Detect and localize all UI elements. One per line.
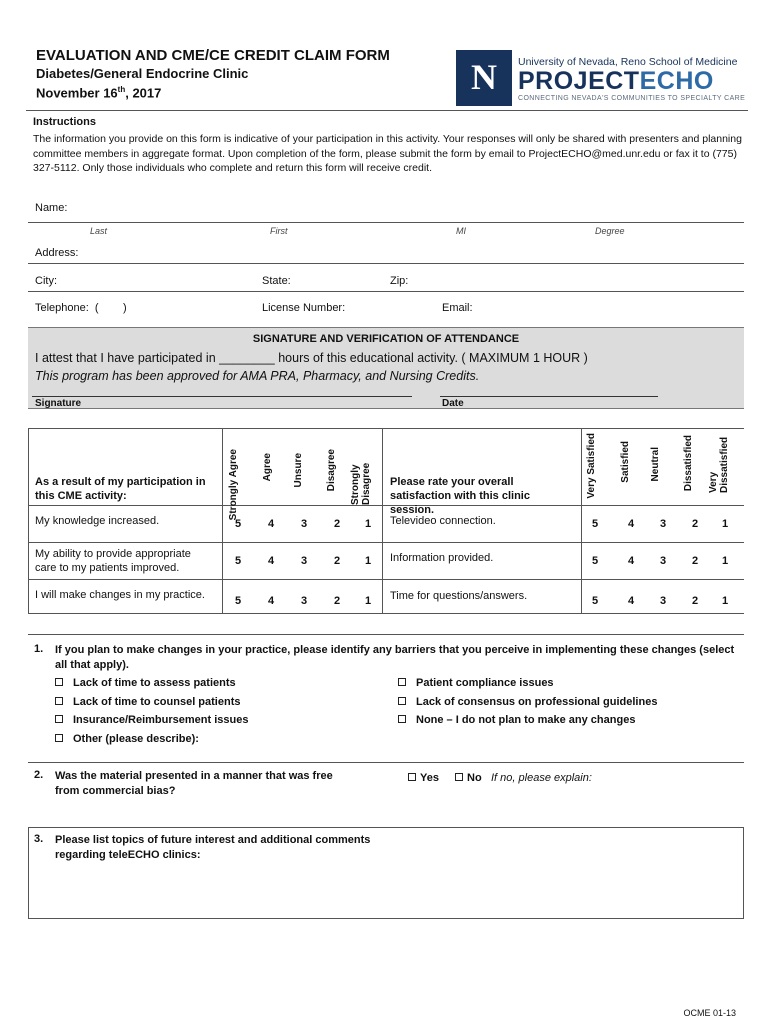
session-prompt: Please rate your overall satisfaction with this clinic session.	[390, 476, 530, 516]
rating-option[interactable]: 2	[691, 518, 699, 530]
rating-option[interactable]: 1	[364, 595, 372, 607]
q2-no-option[interactable]: No	[455, 772, 482, 784]
first-caption: First	[270, 226, 288, 236]
cme-row-text: I will make changes in my practice.	[35, 589, 205, 601]
rating-option[interactable]: 2	[333, 595, 341, 607]
rating-option[interactable]: 5	[234, 595, 242, 607]
rating-tables	[28, 428, 744, 612]
mi-caption: MI	[456, 226, 466, 236]
signature-line[interactable]	[32, 396, 412, 397]
rating-option[interactable]: 2	[691, 555, 699, 567]
q1-option[interactable]: Lack of time to counsel patients	[55, 696, 240, 708]
license-label: License Number:	[262, 302, 346, 314]
state-label: State:	[262, 275, 291, 287]
rating-option[interactable]: 5	[591, 518, 599, 530]
q1-option[interactable]: None – I do not plan to make any changes	[398, 714, 635, 726]
scale-agree: Agree	[262, 453, 273, 482]
q1-option[interactable]: Lack of time to assess patients	[55, 677, 236, 689]
signature-heading: SIGNATURE AND VERIFICATION OF ATTENDANCE	[252, 333, 520, 345]
name-label: Name:	[35, 202, 68, 214]
scale-very-dissatisfied: Very Dissatisfied	[708, 436, 730, 493]
rating-option[interactable]: 3	[300, 518, 308, 530]
session-row-text: Time for questions/answers.	[390, 590, 528, 602]
instructions-section	[26, 110, 748, 180]
rating-option[interactable]: 3	[300, 595, 308, 607]
rating-option[interactable]: 4	[627, 595, 635, 607]
checkbox-icon[interactable]	[55, 715, 63, 723]
rating-option[interactable]: 5	[234, 518, 242, 530]
rating-option[interactable]: 1	[721, 555, 729, 567]
rating-option[interactable]: 1	[364, 518, 372, 530]
scale-disagree: Disagree	[326, 449, 337, 492]
form-title: EVALUATION AND CME/CE CREDIT CLAIM FORM	[36, 47, 390, 64]
checkbox-icon[interactable]	[408, 773, 416, 781]
date-line[interactable]	[440, 396, 658, 397]
rating-option[interactable]: 5	[234, 555, 242, 567]
rating-option[interactable]: 5	[591, 595, 599, 607]
q3-number: 3.	[34, 833, 44, 845]
signature-section	[28, 327, 744, 409]
city-label: City:	[35, 275, 57, 287]
rating-option[interactable]: 1	[364, 555, 372, 567]
q1-top-line	[28, 634, 744, 635]
q2-yes-option[interactable]: Yes	[408, 772, 439, 784]
session-row-text: Televideo connection.	[390, 515, 496, 527]
city-line[interactable]	[28, 291, 744, 292]
q1-option[interactable]: Lack of consensus on professional guidelines	[398, 696, 657, 708]
email-label: Email:	[442, 302, 473, 314]
checkbox-icon[interactable]	[55, 697, 63, 705]
rating-option[interactable]: 4	[267, 518, 275, 530]
rating-row-divider	[28, 579, 744, 580]
scale-very-satisfied: Very Satisfied	[586, 433, 597, 499]
rating-bottom-line	[28, 613, 744, 614]
rating-option[interactable]: 3	[659, 555, 667, 567]
nevada-n-logo-icon: N	[456, 50, 512, 106]
last-caption: Last	[90, 226, 108, 236]
logo-project-echo: PROJECTECHO	[518, 67, 714, 95]
scale-unsure: Unsure	[293, 453, 304, 488]
q1-option[interactable]: Patient compliance issues	[398, 677, 554, 689]
name-line[interactable]	[28, 222, 744, 223]
table-column-divider	[222, 429, 223, 613]
scale-strongly-disagree: Strongly Disagree	[350, 462, 372, 505]
scale-neutral: Neutral	[650, 447, 661, 482]
table-column-divider	[581, 429, 582, 613]
q1-option[interactable]: Insurance/Reimbursement issues	[55, 714, 248, 726]
date-label: Date	[442, 398, 464, 409]
rating-option[interactable]: 3	[300, 555, 308, 567]
scale-strongly-agree: Strongly Agree	[228, 449, 239, 521]
rating-option[interactable]: 4	[627, 555, 635, 567]
session-date: November 16th, 2017	[36, 85, 162, 101]
approval-statement: This program has been approved for AMA PRA, Pharmacy, and Nursing Credits.	[35, 369, 480, 383]
table-column-divider	[382, 429, 383, 613]
address-label: Address:	[35, 247, 79, 259]
rating-option[interactable]: 4	[267, 555, 275, 567]
checkbox-icon[interactable]	[455, 773, 463, 781]
address-line[interactable]	[28, 263, 744, 264]
rating-option[interactable]: 2	[333, 555, 341, 567]
rating-option[interactable]: 3	[659, 595, 667, 607]
form-code: OCME 01-13	[683, 1008, 736, 1018]
rating-option[interactable]: 5	[591, 555, 599, 567]
rating-option[interactable]: 2	[333, 518, 341, 530]
comments-box[interactable]	[28, 827, 744, 919]
rating-row-divider	[28, 542, 744, 543]
rating-option[interactable]: 3	[659, 518, 667, 530]
q2-explain-label: If no, please explain:	[491, 772, 592, 784]
form-subtitle	[36, 66, 248, 101]
table-border-left	[28, 429, 29, 613]
logo-tagline: CONNECTING NEVADA'S COMMUNITIES TO SPECIALTY CARE	[518, 95, 746, 102]
rating-option[interactable]: 2	[691, 595, 699, 607]
project-echo-logo	[456, 50, 746, 106]
instructions-text: The information you provide on this form is indicative of your participation in this activity. Your responses will only be shared with presenters and planning committee members in aggregate format. Upon completion of the form, please submit the form by email to ProjectECHO@med.unr.edu or fax it to (775) 327-5112. Only those individuals who complete and return this form will receive credit.	[33, 133, 742, 174]
q1-option[interactable]: Other (please describe):	[55, 733, 199, 745]
instructions-heading: Instructions	[33, 116, 96, 128]
signature-label: Signature	[35, 398, 82, 409]
q2-top-line	[28, 762, 744, 763]
checkbox-icon[interactable]	[55, 678, 63, 686]
checkbox-icon[interactable]	[398, 715, 406, 723]
q1-text: If you plan to make changes in your practice, please identify any barriers that you perceive in implementing these changes (select all that apply).	[55, 644, 735, 671]
cme-prompt: As a result of my participation in this CME activity:	[35, 476, 206, 502]
checkbox-icon[interactable]	[398, 678, 406, 686]
clinic-name: Diabetes/General Endocrine Clinic	[36, 66, 249, 81]
session-row-text: Information provided.	[390, 552, 494, 564]
zip-label: Zip:	[390, 275, 409, 287]
scale-satisfied: Satisfied	[620, 441, 631, 483]
cme-row-text: My ability to provide appropriate care to my patients improved.	[35, 548, 191, 574]
cme-row-text: My knowledge increased.	[35, 515, 160, 527]
q3-text: Please list topics of future interest and additional comments regarding teleECHO clinics:	[55, 834, 371, 861]
rating-header-divider	[28, 505, 744, 506]
checkbox-icon[interactable]	[398, 697, 406, 705]
rating-option[interactable]: 4	[627, 518, 635, 530]
checkbox-icon[interactable]	[55, 734, 63, 742]
q2-number: 2.	[34, 769, 44, 781]
telephone-label: Telephone: ( )	[35, 302, 127, 314]
rating-option[interactable]: 1	[721, 595, 729, 607]
q2-text: Was the material presented in a manner that was free from commercial bias?	[55, 770, 333, 797]
degree-caption: Degree	[595, 226, 625, 236]
rating-option[interactable]: 1	[721, 518, 729, 530]
rating-option[interactable]: 4	[267, 595, 275, 607]
q1-number: 1.	[34, 643, 44, 655]
attest-statement: I attest that I have participated in ________ hours of this educational activity. ( MAXIMUM 1 HOUR )	[35, 351, 588, 365]
logo-school-name: University of Nevada, Reno School of Medicine	[518, 56, 738, 68]
scale-dissatisfied: Dissatisfied	[683, 435, 694, 492]
